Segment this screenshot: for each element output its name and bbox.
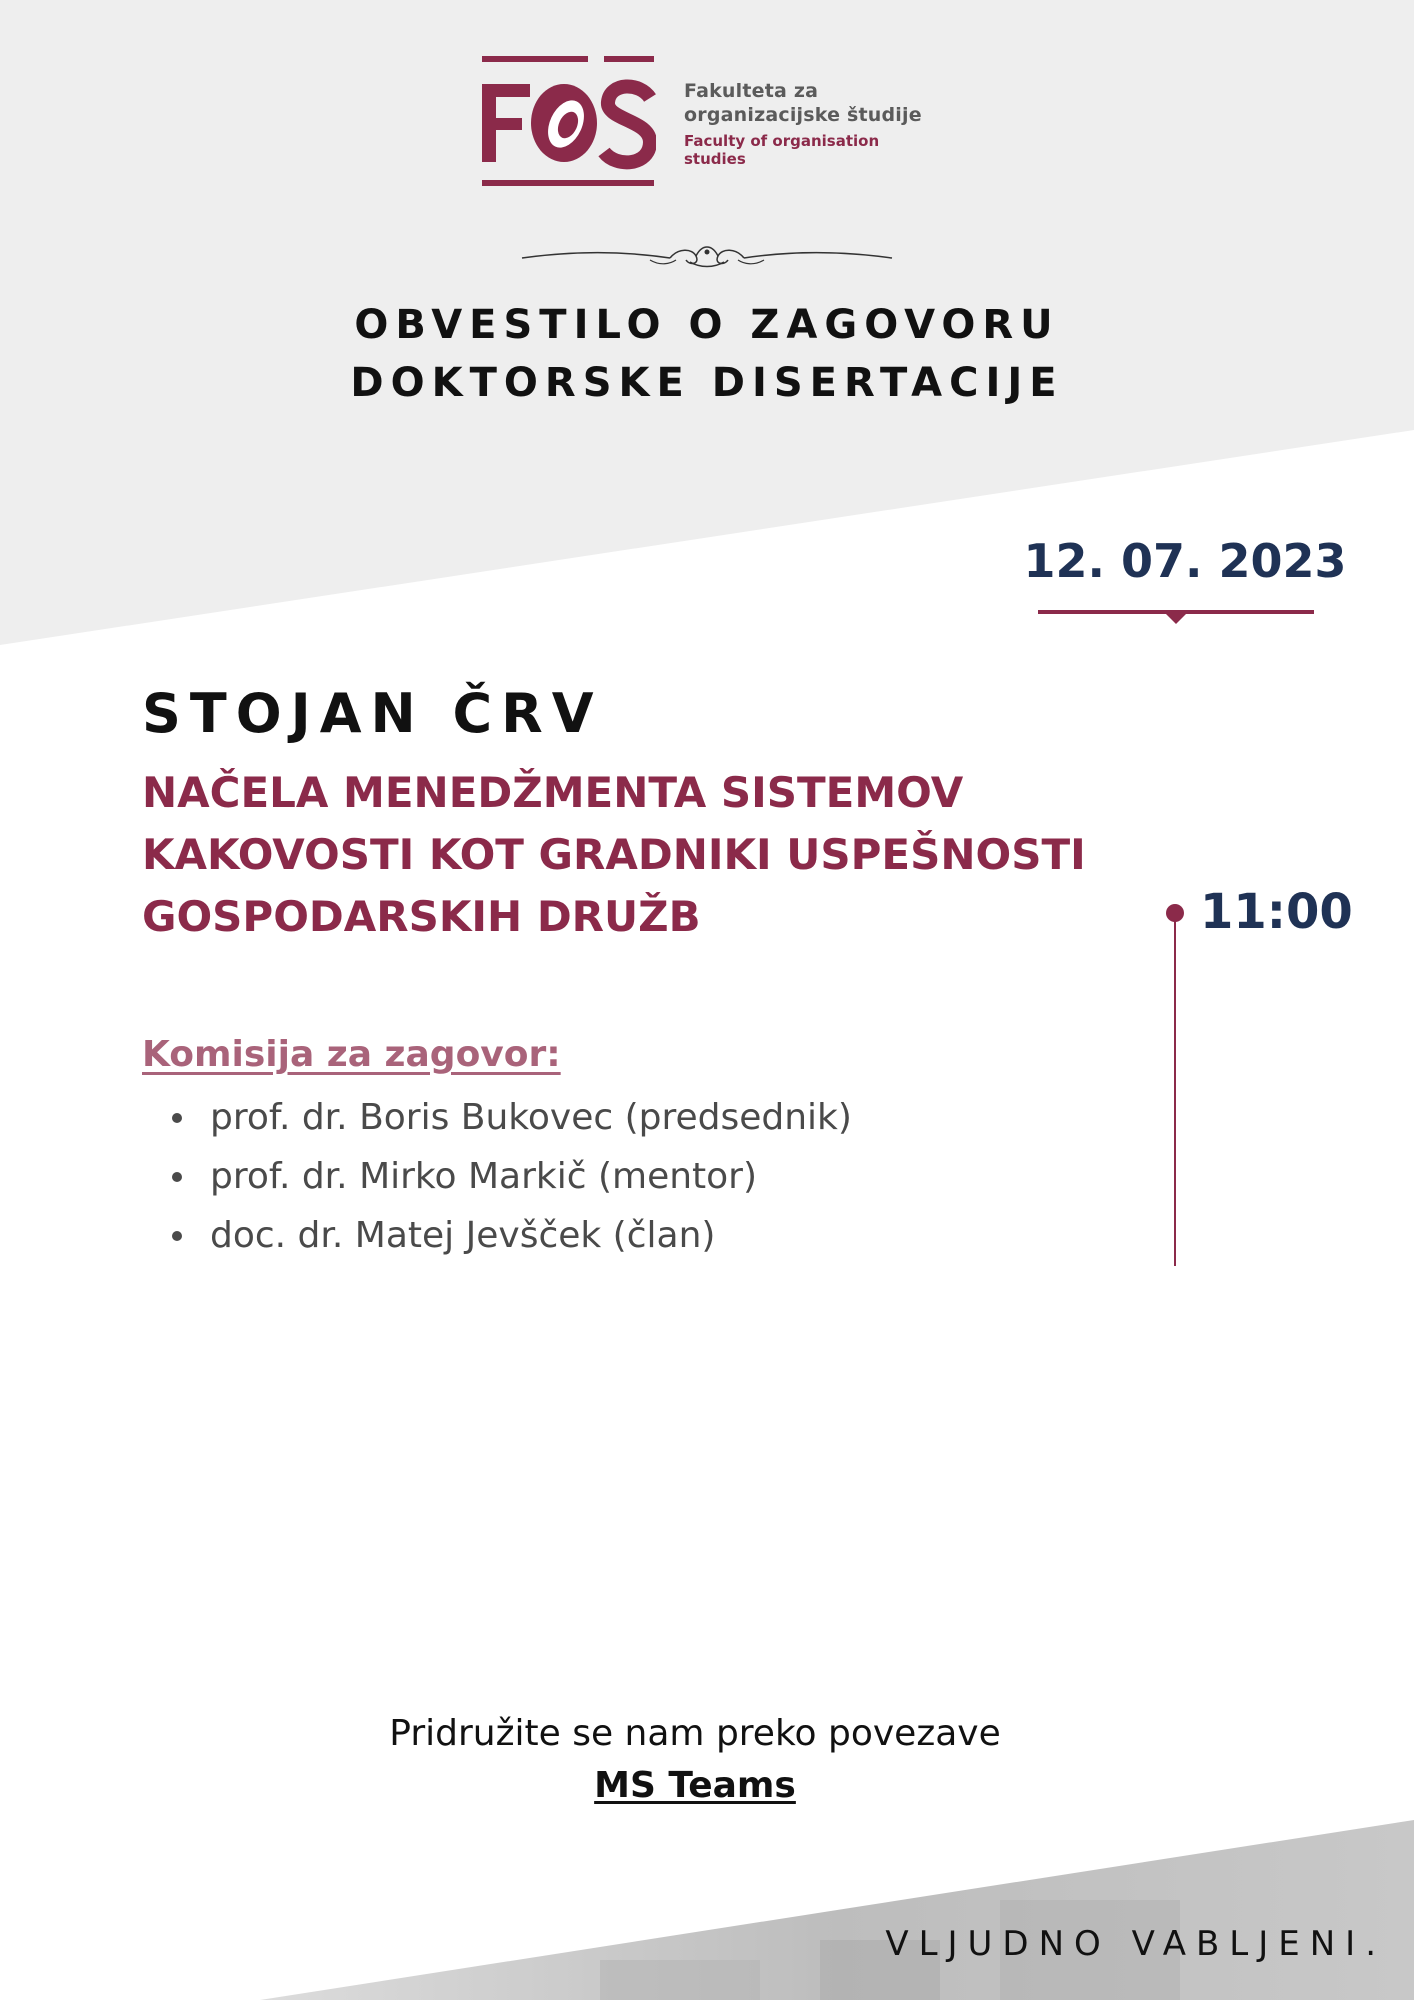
bullet-icon [172,1172,182,1182]
timeline-line [1174,916,1176,1266]
committee-member [164,1088,852,1147]
faculty-name [684,80,940,169]
thesis-title-line1: NAČELA MENEDŽMENTA SISTEMOV [142,768,964,817]
thesis-title-line2: KAKOVOSTI KOT GRADNIKI USPEŠNOSTI [142,830,1086,879]
committee-member [164,1147,852,1206]
committee-list [164,1088,852,1265]
bullet-icon [172,1231,182,1241]
headline-line1: OBVESTILO O ZAGOVORU [354,302,1060,348]
timeline-dot-icon [1166,904,1184,922]
closing-regards: VLJUDNO VABLJENI. [885,1924,1386,1964]
ms-teams-link[interactable]: MS Teams [594,1765,796,1806]
committee-heading: Komisija za zagovor: [142,1034,561,1075]
committee-member [164,1206,852,1265]
thesis-title [142,762,1142,948]
bullet-icon [172,1113,182,1123]
join-section [0,1708,1390,1812]
faculty-name-english: Faculty of organisation studies [684,131,880,169]
committee-member-name: doc. dr. Matej Jevšček (član) [210,1215,716,1256]
notice-headline [0,296,1414,412]
thesis-title-line3: GOSPODARSKIH DRUŽB [142,892,701,941]
committee-member-name: prof. dr. Mirko Markič (mentor) [210,1156,758,1197]
event-date: 12. 07. 2023 [1023,534,1347,588]
join-text: Pridružite se nam preko povezave [389,1713,1001,1754]
headline-line2: DOKTORSKE DISERTACIJE [350,360,1064,406]
ornament-divider-icon [520,240,894,270]
fos-logo-mark [480,54,656,190]
candidate-name: STOJAN ČRV [142,682,603,745]
faculty-logo [480,54,940,190]
date-notch-icon [1164,612,1188,624]
faculty-name-line2: organizacijske študije [684,103,922,126]
faculty-name-line1: Fakulteta za [684,80,819,102]
event-time: 11:00 [1200,884,1353,940]
committee-member-name: prof. dr. Boris Bukovec (predsednik) [210,1097,852,1138]
